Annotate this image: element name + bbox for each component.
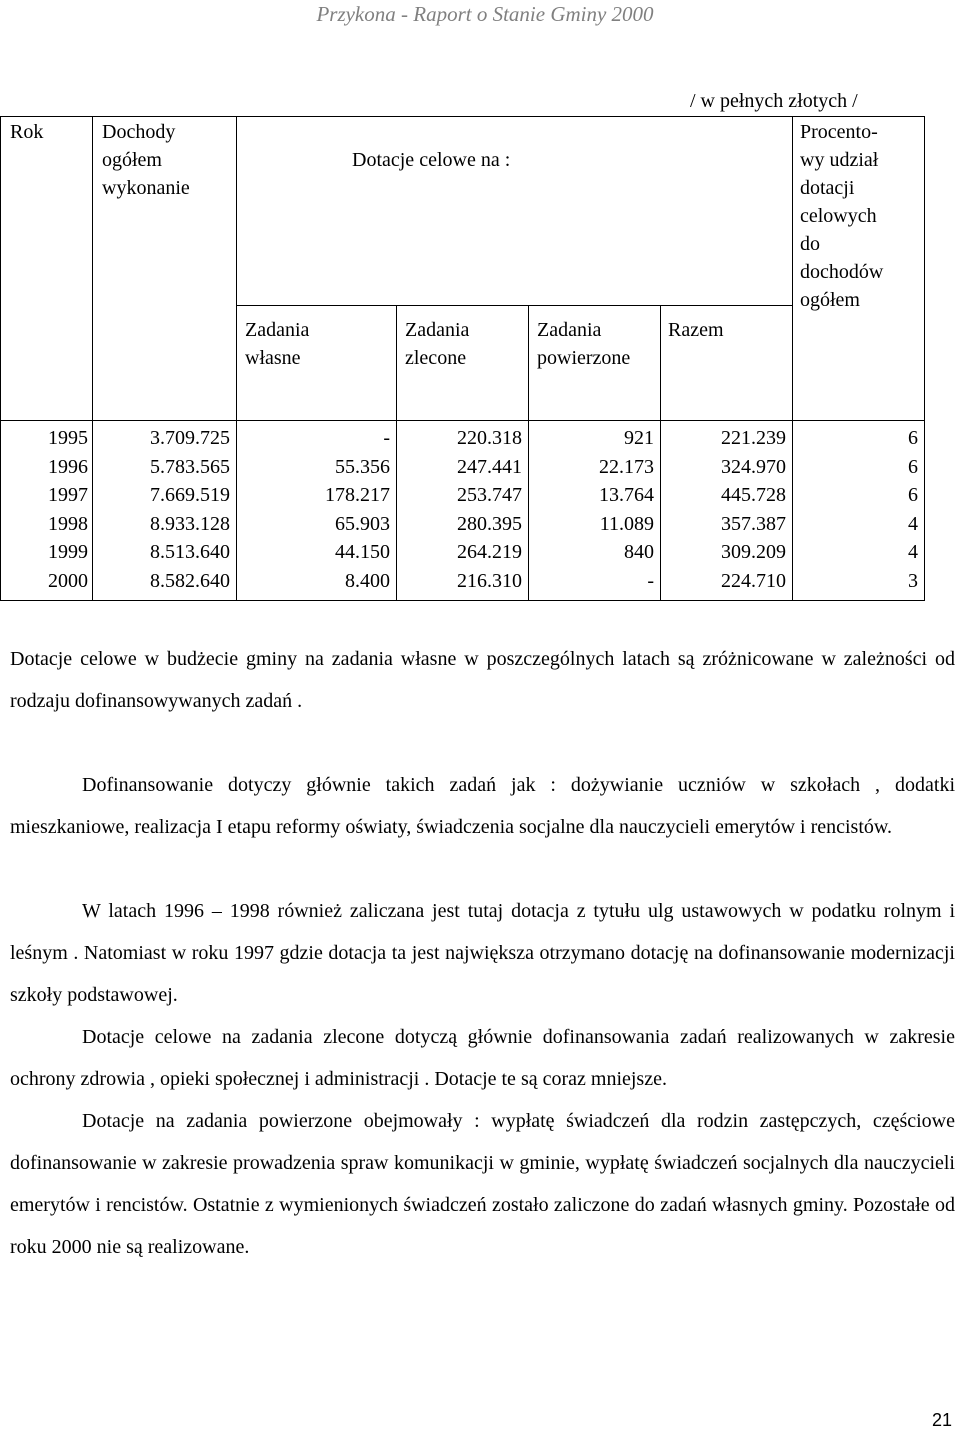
table-cell: 178.217 xyxy=(325,484,390,507)
header-procent-line: Procento- xyxy=(800,121,878,143)
table-cell: 6 xyxy=(908,484,918,507)
table-cell: 247.441 xyxy=(457,455,522,478)
header-procent-line: dotacji xyxy=(800,177,855,199)
table-cell: 5.783.565 xyxy=(150,455,230,478)
paragraph-3: W latach 1996 – 1998 również zaliczana jest tutaj dotacja z tytułu ulg ustawowych w podatku rolnym i leśnym . Natomiast w roku 1997 gdzie dotacja ta jest największa otrzymano dotację na dofinansowanie modernizacji szkoły podstawowej. xyxy=(10,900,955,1006)
table-cell: 224.710 xyxy=(721,570,786,592)
table-cell: 357.387 xyxy=(721,512,786,535)
table-cell: 55.356 xyxy=(335,455,390,478)
table-cell: 3.709.725 xyxy=(150,427,230,449)
table-cell: 264.219 xyxy=(457,541,522,564)
header-dochody-line: Dochody xyxy=(102,121,176,143)
table-cell: 253.747 xyxy=(457,484,522,507)
paragraph-1: Dotacje celowe w budżecie gminy na zadania własne w poszczególnych latach są zróżnicowane w zależności od rodzaju dofinansowywanych zadań . xyxy=(10,648,955,712)
table-cell: 840 xyxy=(624,541,654,564)
header-powierzone-line: Zadania xyxy=(537,319,602,341)
table-cell: 216.310 xyxy=(457,570,522,592)
running-title: Przykona - Raport o Stanie Gminy 2000 xyxy=(316,2,654,26)
table-cell: 6 xyxy=(908,427,918,449)
units-note: / w pełnych złotych / xyxy=(690,90,858,112)
header-dochody xyxy=(102,118,190,202)
table-cell: 3 xyxy=(908,570,918,592)
table-cell: 44.150 xyxy=(335,541,390,564)
table-cell: 8.513.640 xyxy=(150,541,230,564)
page-number: 21 xyxy=(931,1410,952,1430)
header-razem: Razem xyxy=(668,319,724,341)
header-procent-line: do xyxy=(800,233,820,255)
header-powierzone xyxy=(537,316,630,372)
table-cell: 8.582.640 xyxy=(150,570,230,592)
table-cell: 921 xyxy=(624,427,654,449)
table-cell: - xyxy=(647,570,654,592)
header-zlecone-line: Zadania xyxy=(405,319,470,341)
table-cell: 13.764 xyxy=(599,484,654,507)
table-cell: 445.728 xyxy=(721,484,786,507)
paragraph-2: Dofinansowanie dotyczy głównie takich zadań jak : dożywianie uczniów w szkołach , dodatki mieszkaniowe, realizacja I etapu reformy oświaty, świadczenia socjalne dla nauczycieli emerytów i rencistów. xyxy=(10,774,955,838)
table-cell: 22.173 xyxy=(599,455,654,478)
paragraph-4: Dotacje celowe na zadania zlecone dotyczą głównie dofinansowania zadań realizowanych w zakresie ochrony zdrowia , opieki społecznej i administracji . Dotacje te są coraz mniejsze. xyxy=(10,1026,955,1090)
header-procent-line: celowych xyxy=(800,205,877,227)
table-cell: 4 xyxy=(908,541,918,564)
header-procent-line: ogółem xyxy=(800,289,860,311)
header-procent xyxy=(800,118,883,314)
table-cell: 8.933.128 xyxy=(150,512,230,535)
header-powierzone-line: powierzone xyxy=(537,347,631,369)
table-cell: 4 xyxy=(908,512,918,535)
table-cell: 220.318 xyxy=(457,427,522,449)
header-rok: Rok xyxy=(10,121,44,143)
header-dochody-line: ogółem xyxy=(102,149,162,171)
header-wlasne-line: Zadania xyxy=(245,319,310,341)
header-wlasne-line: własne xyxy=(245,347,301,369)
table-cell: 280.395 xyxy=(457,512,522,535)
table-cell: 1995 xyxy=(48,427,88,449)
paragraph-5: Dotacje na zadania powierzone obejmowały : wypłatę świadczeń dla rodzin zastępczych, częściowe dofinansowanie w zakresie prowadzenia spraw komunikacji w gminie, wypłatę świadczeń socjalnych dla nauczycieli emerytów i rencistów. Ostatnie z wymienionych świadczeń zostało zaliczone do zadań własnych gminy. Pozostałe od roku 2000 nie są realizowane. xyxy=(10,1110,955,1258)
table-cell: 2000 xyxy=(48,570,88,592)
table-cell: 1996 xyxy=(48,455,88,478)
header-wlasne xyxy=(245,316,309,372)
header-procent-line: wy udział xyxy=(800,149,879,171)
header-dotacje-group: Dotacje celowe na : xyxy=(352,149,511,171)
table-cell: 1999 xyxy=(48,541,88,564)
table-cell: 65.903 xyxy=(335,512,390,535)
table-cell: 309.209 xyxy=(721,541,786,564)
table-cell: 11.089 xyxy=(599,512,654,535)
header-zlecone-line: zlecone xyxy=(405,347,467,369)
header-dochody-line: wykonanie xyxy=(102,177,190,199)
table-cell: 1997 xyxy=(48,484,88,507)
table-cell: 8.400 xyxy=(345,570,390,592)
table-cell: 221.239 xyxy=(721,427,786,449)
table-cell: - xyxy=(383,427,390,449)
header-zlecone xyxy=(405,316,469,372)
table-cell: 6 xyxy=(908,455,918,478)
table-cell: 7.669.519 xyxy=(150,484,230,507)
table-cell: 1998 xyxy=(48,512,88,535)
table-cell: 324.970 xyxy=(721,455,786,478)
header-procent-line: dochodów xyxy=(800,261,884,283)
